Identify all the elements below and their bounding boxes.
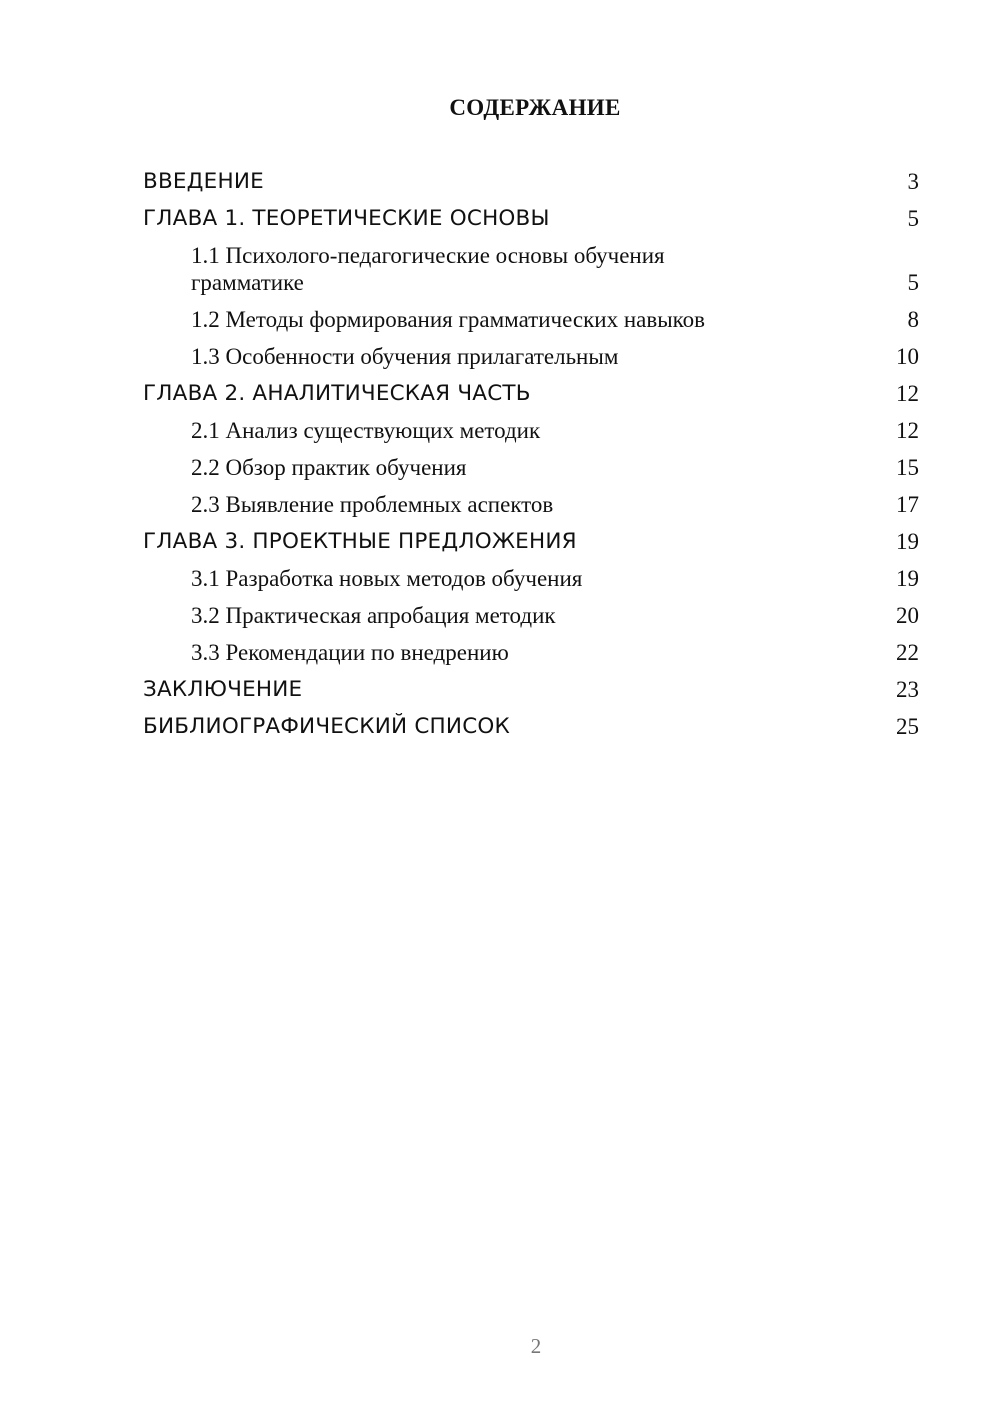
toc-entry-label: 1.1 Психолого-педагогические основы обучения грамматике [191, 243, 665, 295]
toc-entry[interactable] [143, 491, 919, 518]
toc-entry-label: 3.2 Практическая апробация методик [191, 603, 556, 628]
toc-entry-page: 25 [896, 714, 919, 739]
toc-entry-page: 10 [896, 344, 919, 369]
toc-entry-label: ГЛАВА 2. АНАЛИТИЧЕСКАЯ ЧАСТЬ [143, 381, 531, 406]
toc-entry-page: 12 [896, 418, 919, 443]
toc-entry-label: ГЛАВА 1. ТЕОРЕТИЧЕСКИЕ ОСНОВЫ [143, 206, 550, 231]
toc-entry-page: 3 [907, 169, 919, 194]
toc-entry-label: 1.2 Методы формирования грамматических навыков [191, 307, 706, 332]
page-title: СОДЕРЖАНИЕ [449, 95, 621, 120]
toc-entry-label: 3.1 Разработка новых методов обучения [191, 566, 583, 591]
toc-entry[interactable] [143, 380, 919, 407]
toc-entry-label: ВВЕДЕНИЕ [143, 169, 264, 194]
toc-entry[interactable] [143, 639, 919, 666]
page-number: 2 [530, 1334, 542, 1358]
toc-entry[interactable] [143, 602, 919, 629]
toc-entry-label: ЗАКЛЮЧЕНИЕ [143, 677, 303, 702]
toc-entry[interactable] [143, 454, 919, 481]
toc-entry[interactable] [143, 713, 919, 740]
toc-entry-page: 8 [907, 307, 919, 332]
toc-entry-label: 2.1 Анализ существующих методик [191, 418, 541, 443]
toc-entry-label: 2.3 Выявление проблемных аспектов [191, 492, 554, 517]
toc-entry-label: 2.2 Обзор практик обучения [191, 455, 467, 480]
toc-entry[interactable] [143, 343, 919, 370]
toc-entry[interactable] [143, 242, 919, 296]
toc-entry-page: 19 [896, 566, 919, 591]
toc-entry[interactable] [143, 676, 919, 703]
toc-entry-page: 12 [896, 381, 919, 406]
toc-entry[interactable] [143, 205, 919, 232]
table-of-contents [143, 168, 919, 750]
toc-entry-page: 17 [896, 492, 919, 517]
toc-entry-page: 15 [896, 455, 919, 480]
toc-entry[interactable] [143, 565, 919, 592]
toc-entry[interactable] [143, 417, 919, 444]
toc-entry[interactable] [143, 306, 919, 333]
toc-entry-label: ГЛАВА 3. ПРОЕКТНЫЕ ПРЕДЛОЖЕНИЯ [143, 529, 577, 554]
toc-entry-page: 22 [896, 640, 919, 665]
toc-entry[interactable] [143, 528, 919, 555]
toc-entry-label: 1.3 Особенности обучения прилагательным [191, 344, 619, 369]
toc-entry[interactable] [143, 168, 919, 195]
toc-entry-page: 23 [896, 677, 919, 702]
toc-entry-page: 5 [907, 270, 919, 295]
toc-entry-page: 5 [907, 206, 919, 231]
toc-entry-label: БИБЛИОГРАФИЧЕСКИЙ СПИСОК [143, 714, 510, 739]
toc-entry-page: 20 [896, 603, 919, 628]
toc-entry-page: 19 [896, 529, 919, 554]
toc-entry-label: 3.3 Рекомендации по внедрению [191, 640, 509, 665]
